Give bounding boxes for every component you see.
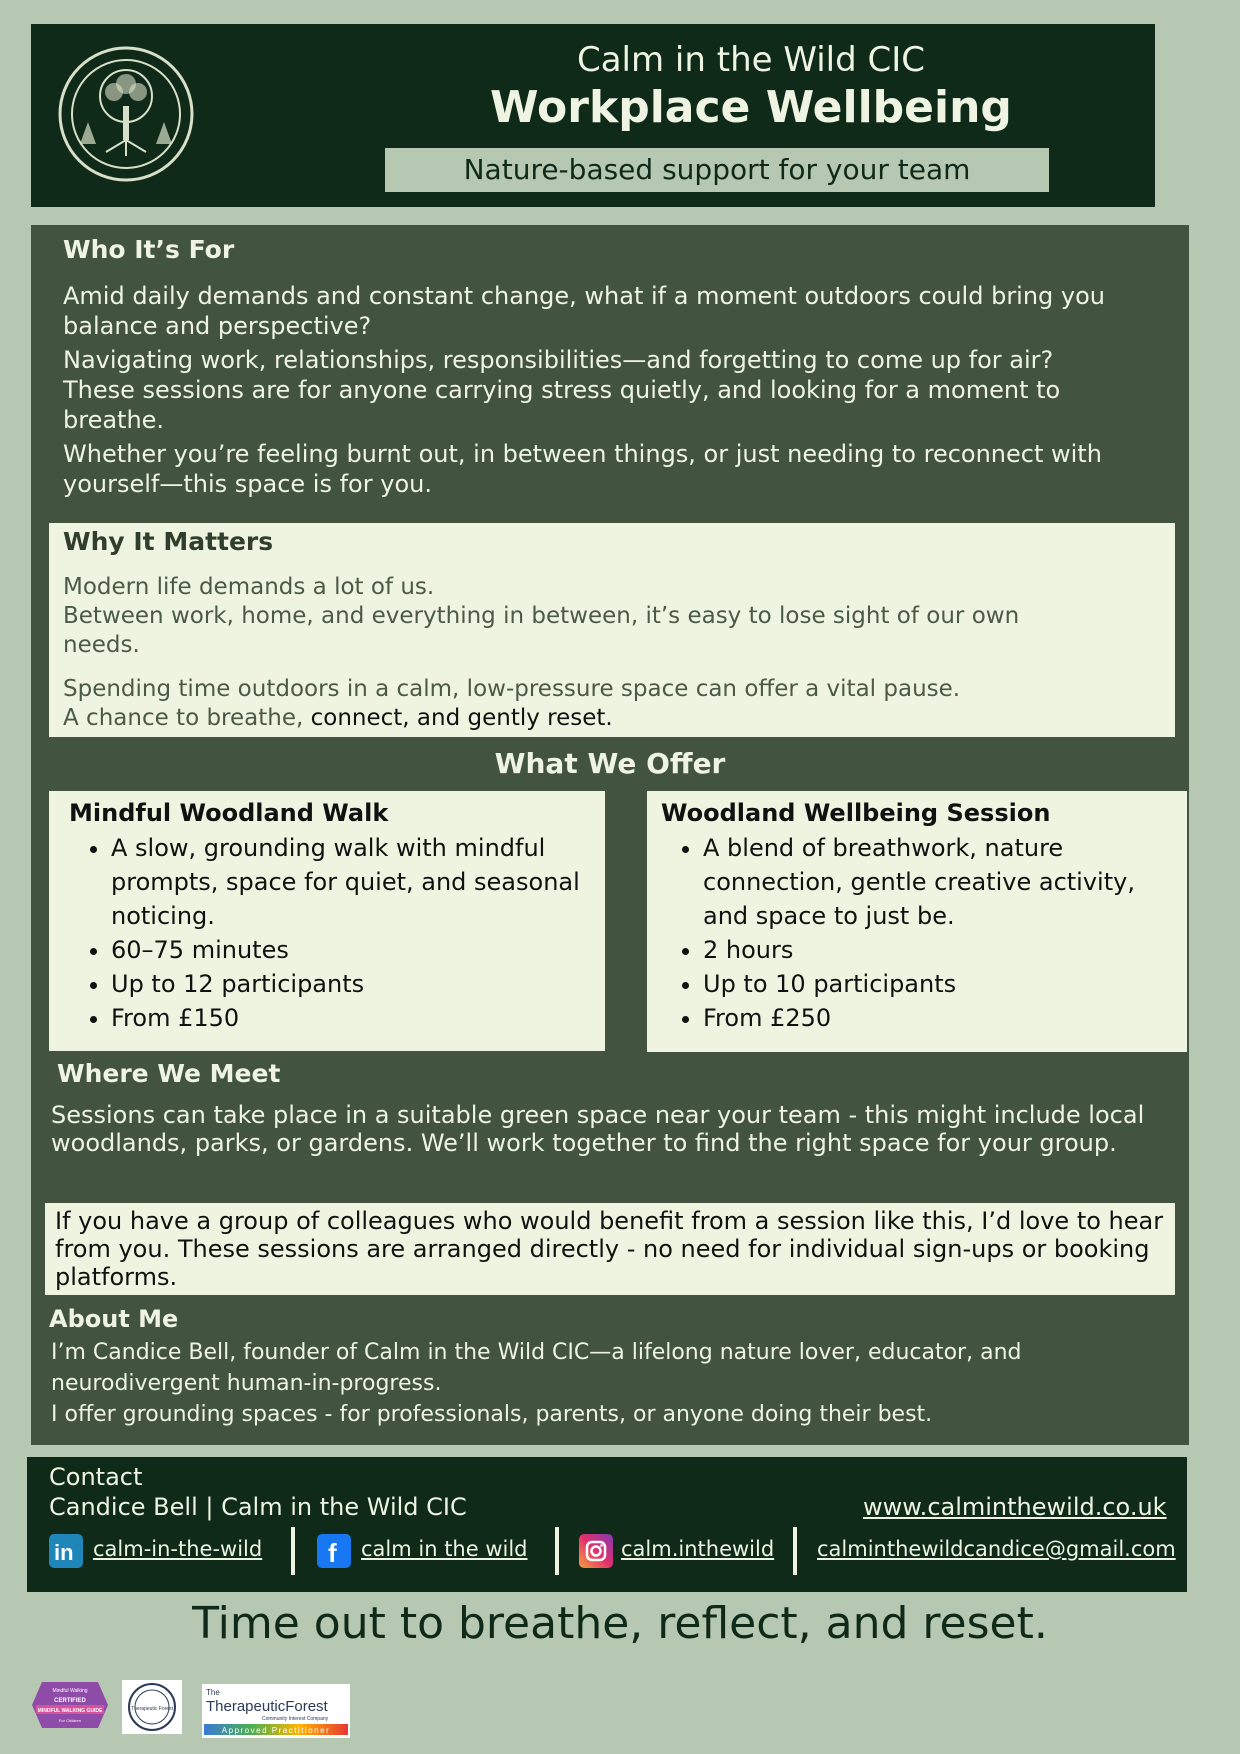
- contact-bar: [27, 1457, 1187, 1592]
- offer-card-session: [647, 791, 1187, 1052]
- callout-panel: [45, 1203, 1175, 1295]
- approved-practitioner-badge: [202, 1684, 350, 1738]
- instagram-link-text[interactable]: calm.inthewild: [621, 1537, 775, 1561]
- email-link-text[interactable]: calminthewildcandice@gmail.com: [817, 1537, 1176, 1561]
- offer-card-list: [663, 831, 1183, 1035]
- why-paragraph-4b: connect, and gently reset.: [303, 705, 613, 731]
- instagram-link[interactable]: [621, 1537, 774, 1561]
- list-item: • From £150: [111, 1001, 591, 1035]
- callout-text: If you have a group of colleagues who would benefit from a session like this, I’d love to hear from you. These sessions are arranged directly - no need for individual sign-ups or booking platforms.: [55, 1207, 1164, 1291]
- svg-text:f: f: [328, 1538, 337, 1568]
- facebook-link-text[interactable]: calm in the wild: [361, 1537, 528, 1561]
- why-paragraph-3: Spending time outdoors in a calm, low-pressure space can offer a vital pause.: [63, 676, 961, 702]
- badge-3-the: The: [206, 1688, 220, 1697]
- who-paragraph-1: Amid daily demands and constant change, what if a moment outdoors could bring you balance and perspective?: [63, 282, 1106, 340]
- where-heading: Where We Meet: [57, 1059, 281, 1088]
- header-banner: [31, 24, 1155, 207]
- list-item: • 60–75 minutes: [111, 933, 591, 967]
- email-link[interactable]: [817, 1537, 1176, 1561]
- who-paragraph-3: Whether you’re feeling burnt out, in between things, or just needing to reconnect with yourself—this space is for you.: [63, 440, 1102, 498]
- badge-3-cic: Community Interest Company: [262, 1716, 329, 1722]
- about-heading: About Me: [49, 1305, 179, 1333]
- svg-text:in: in: [54, 1540, 74, 1565]
- divider: [793, 1527, 797, 1575]
- badge-1-main: MINDFUL WALKING GUIDE: [37, 1708, 103, 1714]
- badge-1-top: Mindful Walking: [52, 1688, 88, 1694]
- tagline: Nature-based support for your team: [385, 148, 1049, 192]
- badge-3-name: TherapeuticForest: [206, 1698, 328, 1715]
- badge-3-approved: Approved Practitioner: [221, 1726, 331, 1735]
- website-link[interactable]: [863, 1493, 1167, 1521]
- divider: [291, 1527, 295, 1575]
- offer-card-walk: [49, 791, 605, 1051]
- about-paragraph-1: I’m Candice Bell, founder of Calm in the Wild CIC—a lifelong nature lover, educator, and neurodivergent human-in-progress.: [51, 1340, 1022, 1396]
- who-heading: Who It’s For: [63, 235, 235, 264]
- list-item: • A blend of breathwork, nature connection, gentle creative activity, and space to just be.: [703, 831, 1183, 933]
- why-paragraph-2: Between work, home, and everything in between, it’s easy to lose sight of our own needs.: [63, 603, 1020, 658]
- badge-2-label: Therapeutic Forest: [131, 1706, 173, 1712]
- org-name: Calm in the Wild CIC: [576, 40, 926, 80]
- why-paragraph-1: Modern life demands a lot of us.: [63, 574, 435, 600]
- badge-1-certified: CERTIFIED: [54, 1698, 86, 1704]
- linkedin-link[interactable]: [93, 1537, 262, 1561]
- who-paragraph-2: Navigating work, relationships, responsibilities—and forgetting to come up for air? These sessions are for anyone carrying stress quietly, and looking for a moment to breathe.: [63, 346, 1061, 434]
- facebook-icon: [317, 1534, 351, 1568]
- contact-name: Candice Bell | Calm in the Wild CIC: [49, 1493, 467, 1521]
- why-paragraph-4: [63, 704, 1153, 733]
- where-text: Sessions can take place in a suitable green space near your team - this might include local woodlands, parks, or gardens. We’ll work together to find the right space for your group.: [51, 1101, 1145, 1157]
- divider: [555, 1527, 559, 1575]
- list-item: • Up to 12 participants: [111, 967, 591, 1001]
- why-heading: Why It Matters: [63, 527, 274, 556]
- why-panel: [49, 523, 1175, 737]
- linkedin-link-text[interactable]: calm-in-the-wild: [93, 1537, 263, 1561]
- offer-card-title: Mindful Woodland Walk: [69, 799, 389, 827]
- mindful-walking-badge: [30, 1680, 110, 1730]
- page-title: Workplace Wellbeing: [490, 82, 1012, 133]
- list-item: • Up to 10 participants: [703, 967, 1183, 1001]
- facebook-link[interactable]: [361, 1537, 528, 1561]
- about-paragraph-2: I offer grounding spaces - for professionals, parents, or anyone doing their best.: [51, 1402, 933, 1427]
- instagram-icon: [579, 1534, 613, 1568]
- why-paragraph-4a: A chance to breathe,: [63, 705, 304, 731]
- list-item: • From £250: [703, 1001, 1183, 1035]
- badge-1-sub: For Children: [58, 1718, 82, 1723]
- therapeutic-forest-badge: [122, 1680, 182, 1734]
- main-content: [31, 225, 1189, 1445]
- linkedin-icon: [49, 1534, 83, 1568]
- offer-heading: What We Offer: [494, 747, 726, 780]
- list-item: • 2 hours: [703, 933, 1183, 967]
- offer-card-title: Woodland Wellbeing Session: [661, 799, 1051, 827]
- offer-card-list: [71, 831, 591, 1035]
- contact-label: Contact: [49, 1463, 143, 1491]
- list-item: • A slow, grounding walk with mindful prompts, space for quiet, and seasonal noticing.: [111, 831, 591, 933]
- closing-line: Time out to breathe, reflect, and reset.: [192, 1598, 1048, 1649]
- website-link-text[interactable]: www.calminthewild.co.uk: [863, 1493, 1167, 1521]
- calm-in-the-wild-logo: [56, 44, 196, 184]
